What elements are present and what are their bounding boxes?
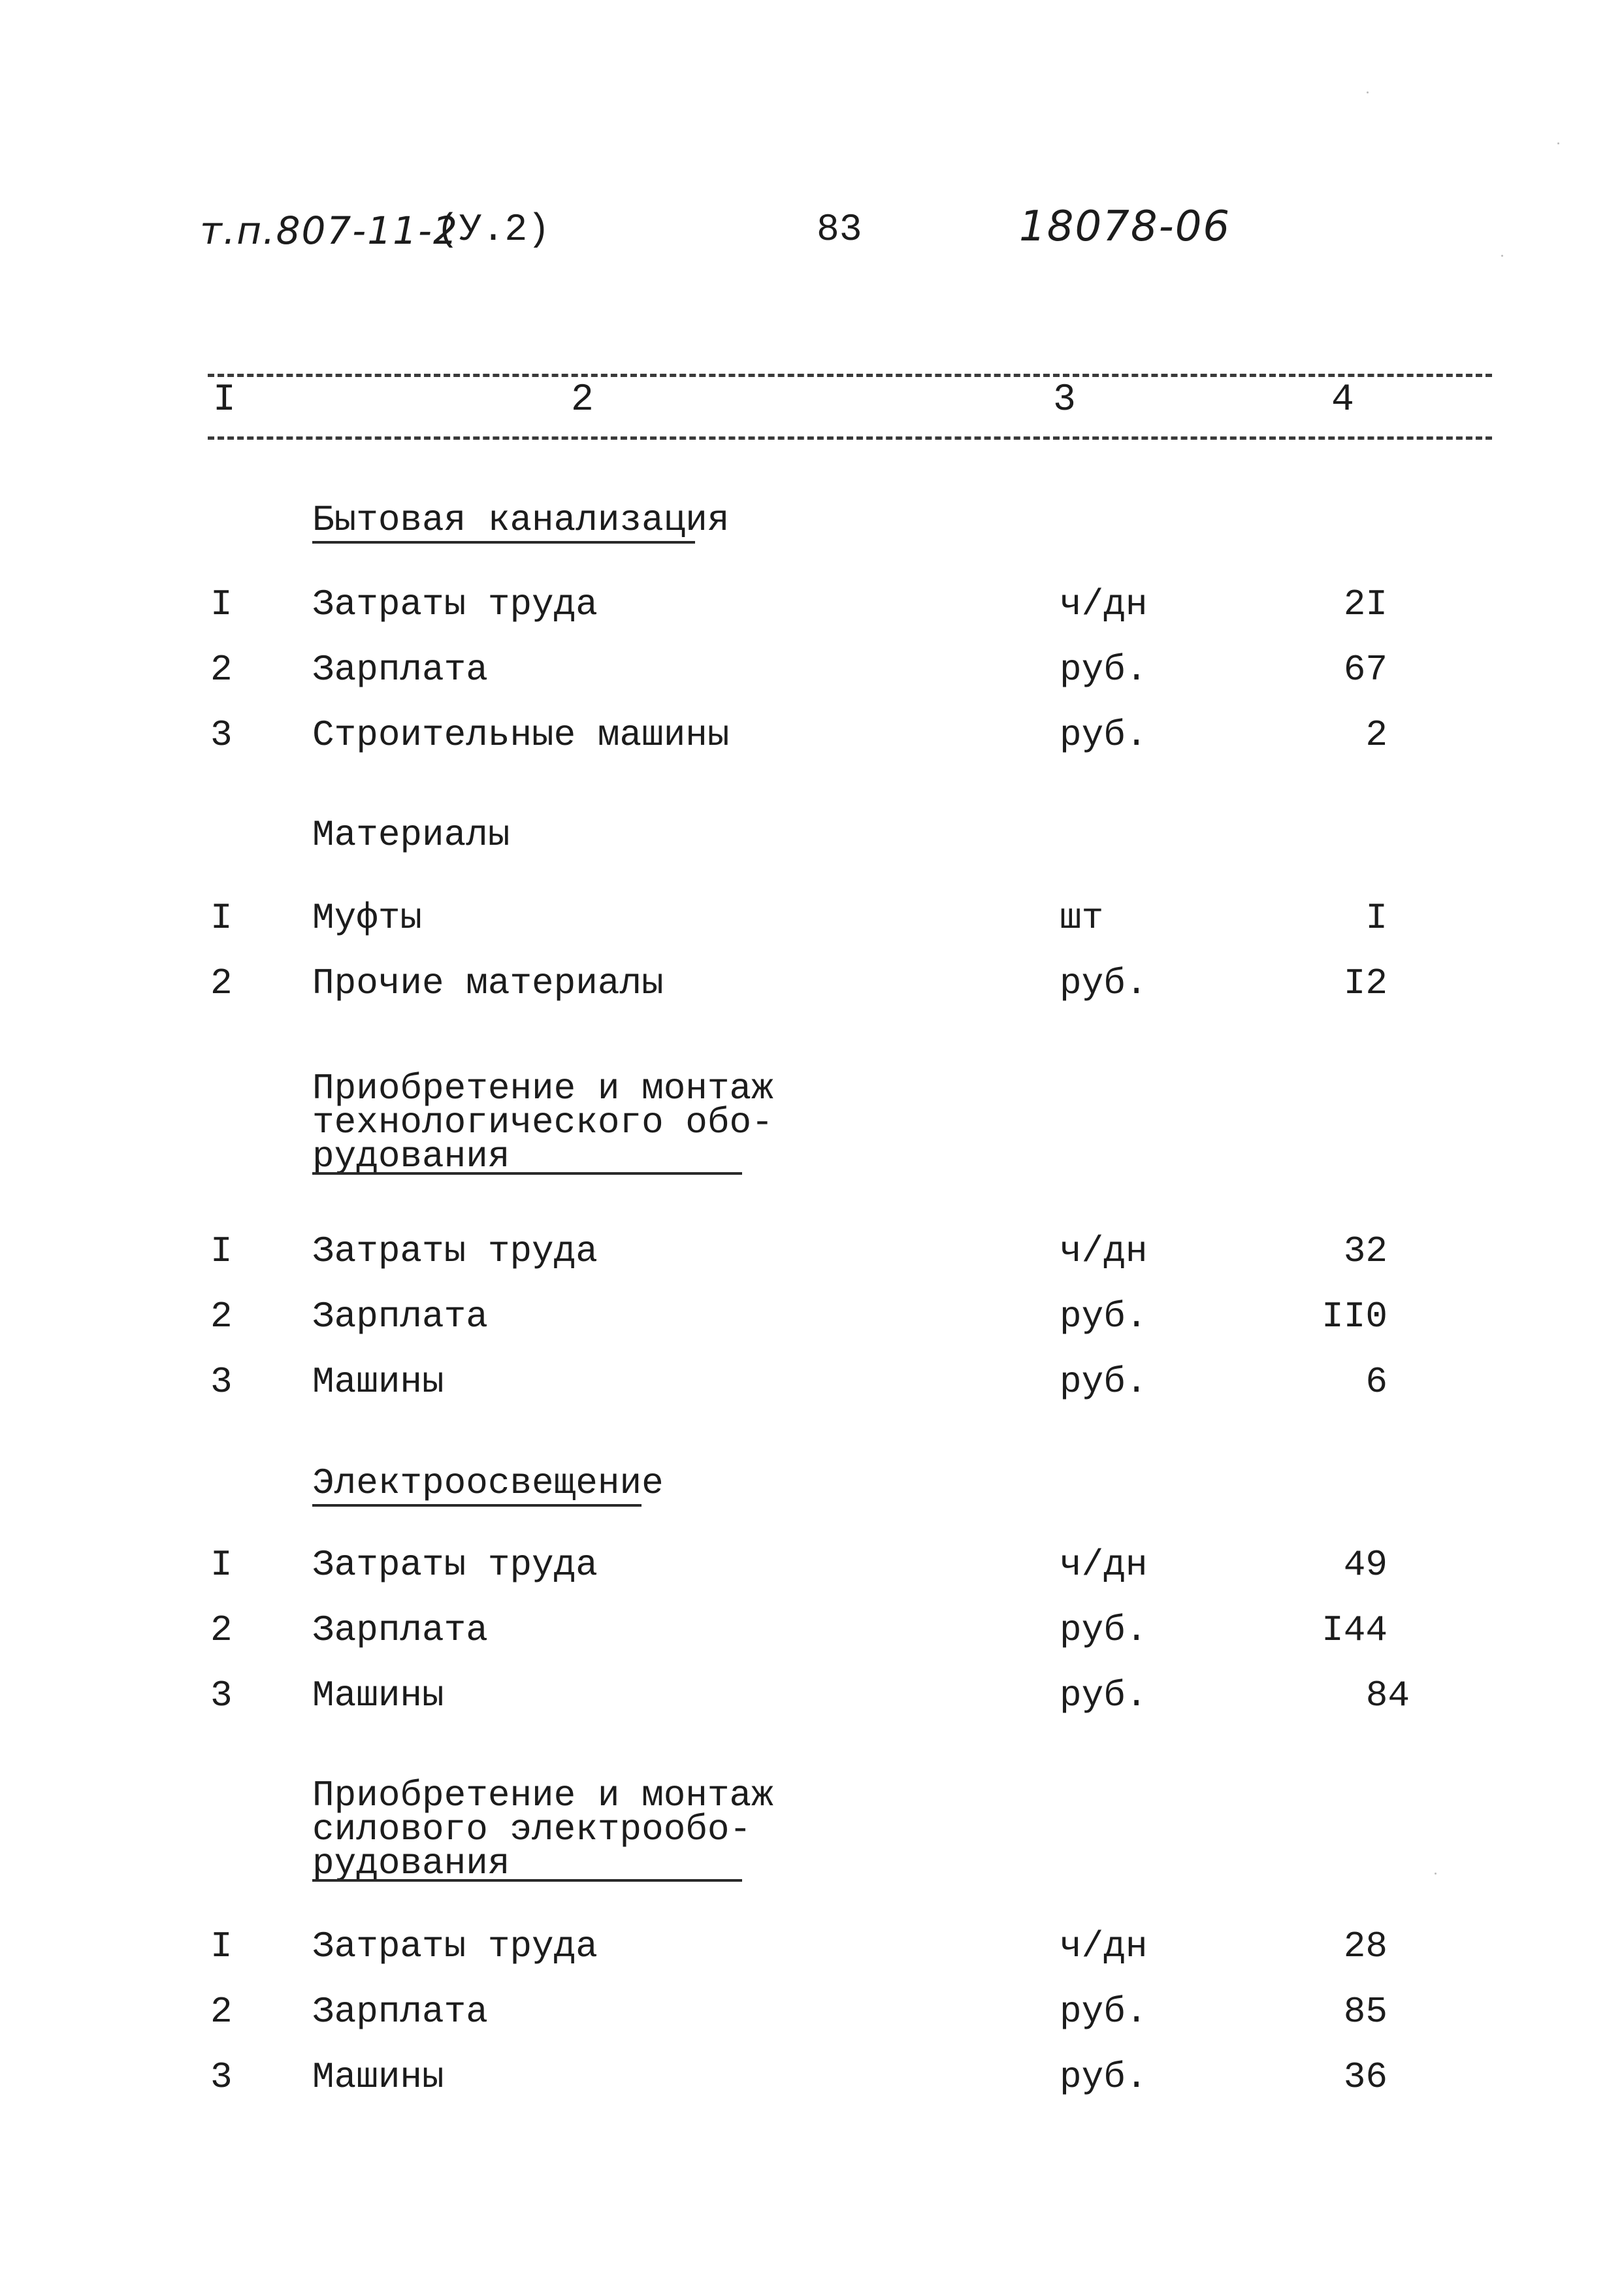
row-value: 32 bbox=[1343, 1230, 1388, 1272]
page-number: 83 bbox=[817, 209, 862, 252]
row-value: I2 bbox=[1343, 962, 1388, 1004]
row-unit: руб. bbox=[1060, 1991, 1148, 2033]
row-number: I bbox=[210, 1230, 233, 1272]
row-value: I bbox=[1365, 897, 1388, 939]
row-number: I bbox=[210, 1925, 233, 1967]
scan-speck bbox=[1367, 91, 1369, 93]
row-number: 2 bbox=[210, 649, 233, 691]
row-value: 84 bbox=[1365, 1675, 1410, 1716]
table-top-rule bbox=[208, 374, 1492, 377]
section-title-underline bbox=[312, 1504, 641, 1507]
row-name: Зарплата bbox=[312, 1991, 488, 2033]
row-value: 2I bbox=[1343, 583, 1388, 625]
table-row bbox=[0, 575, 1624, 634]
scan-speck bbox=[1557, 142, 1559, 144]
row-number: 3 bbox=[210, 1361, 233, 1403]
row-unit: шт bbox=[1060, 897, 1104, 939]
row-unit: руб. bbox=[1060, 1296, 1148, 1337]
row-number: 3 bbox=[210, 714, 233, 756]
section-title-underline bbox=[312, 541, 695, 544]
row-value: 6 bbox=[1365, 1361, 1388, 1403]
table-row bbox=[0, 1535, 1624, 1594]
row-name: Машины bbox=[312, 1361, 444, 1403]
table-row bbox=[0, 1982, 1624, 2041]
column-number-2: 2 bbox=[571, 379, 594, 421]
table-row bbox=[0, 2048, 1624, 2106]
section-title-power-equipment: Приобретение и монтаж силового электрообо- рудования bbox=[312, 1775, 773, 1884]
scan-speck bbox=[1435, 1873, 1437, 1875]
section-title-electric-lighting: Электроосвещение bbox=[312, 1462, 664, 1504]
row-name: Прочие материалы bbox=[312, 962, 664, 1004]
scan-speck bbox=[1501, 255, 1503, 257]
row-name: Строительные машины bbox=[312, 714, 730, 756]
table-row bbox=[0, 1601, 1624, 1660]
row-unit: руб. bbox=[1060, 714, 1148, 756]
row-unit: руб. bbox=[1060, 1361, 1148, 1403]
row-unit: ч/дн bbox=[1060, 1230, 1148, 1272]
row-name: Муфты bbox=[312, 897, 423, 939]
row-unit: руб. bbox=[1060, 962, 1148, 1004]
section-title-underline bbox=[312, 1879, 742, 1882]
row-value: 49 bbox=[1343, 1544, 1388, 1586]
row-number: 3 bbox=[210, 2056, 233, 2098]
row-unit: руб. bbox=[1060, 649, 1148, 691]
row-number: I bbox=[210, 583, 233, 625]
table-row bbox=[0, 1222, 1624, 1281]
row-value: 2 bbox=[1365, 714, 1388, 756]
section-title-materials: Материалы bbox=[312, 814, 510, 856]
row-name: Машины bbox=[312, 2056, 444, 2098]
row-number: I bbox=[210, 897, 233, 939]
row-value: 85 bbox=[1343, 1991, 1388, 2033]
row-number: 2 bbox=[210, 1296, 233, 1337]
table-row bbox=[0, 1287, 1624, 1346]
column-number-4: 4 bbox=[1331, 379, 1354, 421]
section-title-underline bbox=[312, 1172, 742, 1175]
column-number-3: 3 bbox=[1053, 379, 1076, 421]
row-unit: ч/дн bbox=[1060, 1925, 1148, 1967]
table-row bbox=[0, 706, 1624, 764]
row-name: Машины bbox=[312, 1675, 444, 1716]
table-row bbox=[0, 1666, 1624, 1725]
table-row bbox=[0, 889, 1624, 947]
table-row bbox=[0, 954, 1624, 1013]
row-name: Затраты труда bbox=[312, 1230, 598, 1272]
section-title-process-equipment: Приобретение и монтаж технологического обо- рудования bbox=[312, 1068, 773, 1177]
row-name: Зарплата bbox=[312, 649, 488, 691]
row-number: 2 bbox=[210, 962, 233, 1004]
row-number: 2 bbox=[210, 1991, 233, 2033]
section-title-domestic-sewerage: Бытовая канализация bbox=[312, 499, 730, 541]
row-unit: руб. bbox=[1060, 1675, 1148, 1716]
row-value: 36 bbox=[1343, 2056, 1388, 2098]
row-name: Зарплата bbox=[312, 1296, 488, 1337]
table-row bbox=[0, 640, 1624, 699]
row-value: I44 bbox=[1322, 1609, 1388, 1651]
row-name: Зарплата bbox=[312, 1609, 488, 1651]
row-value: II0 bbox=[1322, 1296, 1388, 1337]
table-row bbox=[0, 1917, 1624, 1976]
table-row bbox=[0, 1352, 1624, 1411]
row-name: Затраты труда bbox=[312, 1925, 598, 1967]
doc-code: т.п.807-11-2 bbox=[200, 208, 459, 253]
registration-number: 18078-06 bbox=[1019, 203, 1231, 251]
row-value: 67 bbox=[1343, 649, 1388, 691]
volume-label: (У.2) bbox=[436, 209, 551, 252]
row-name: Затраты труда bbox=[312, 583, 598, 625]
column-number-1: I bbox=[213, 379, 236, 421]
row-unit: руб. bbox=[1060, 1609, 1148, 1651]
row-unit: ч/дн bbox=[1060, 1544, 1148, 1586]
row-name: Затраты труда bbox=[312, 1544, 598, 1586]
row-value: 28 bbox=[1343, 1925, 1388, 1967]
row-unit: ч/дн bbox=[1060, 583, 1148, 625]
row-number: I bbox=[210, 1544, 233, 1586]
table-header-bottom-rule bbox=[208, 436, 1492, 440]
row-unit: руб. bbox=[1060, 2056, 1148, 2098]
row-number: 3 bbox=[210, 1675, 233, 1716]
row-number: 2 bbox=[210, 1609, 233, 1651]
